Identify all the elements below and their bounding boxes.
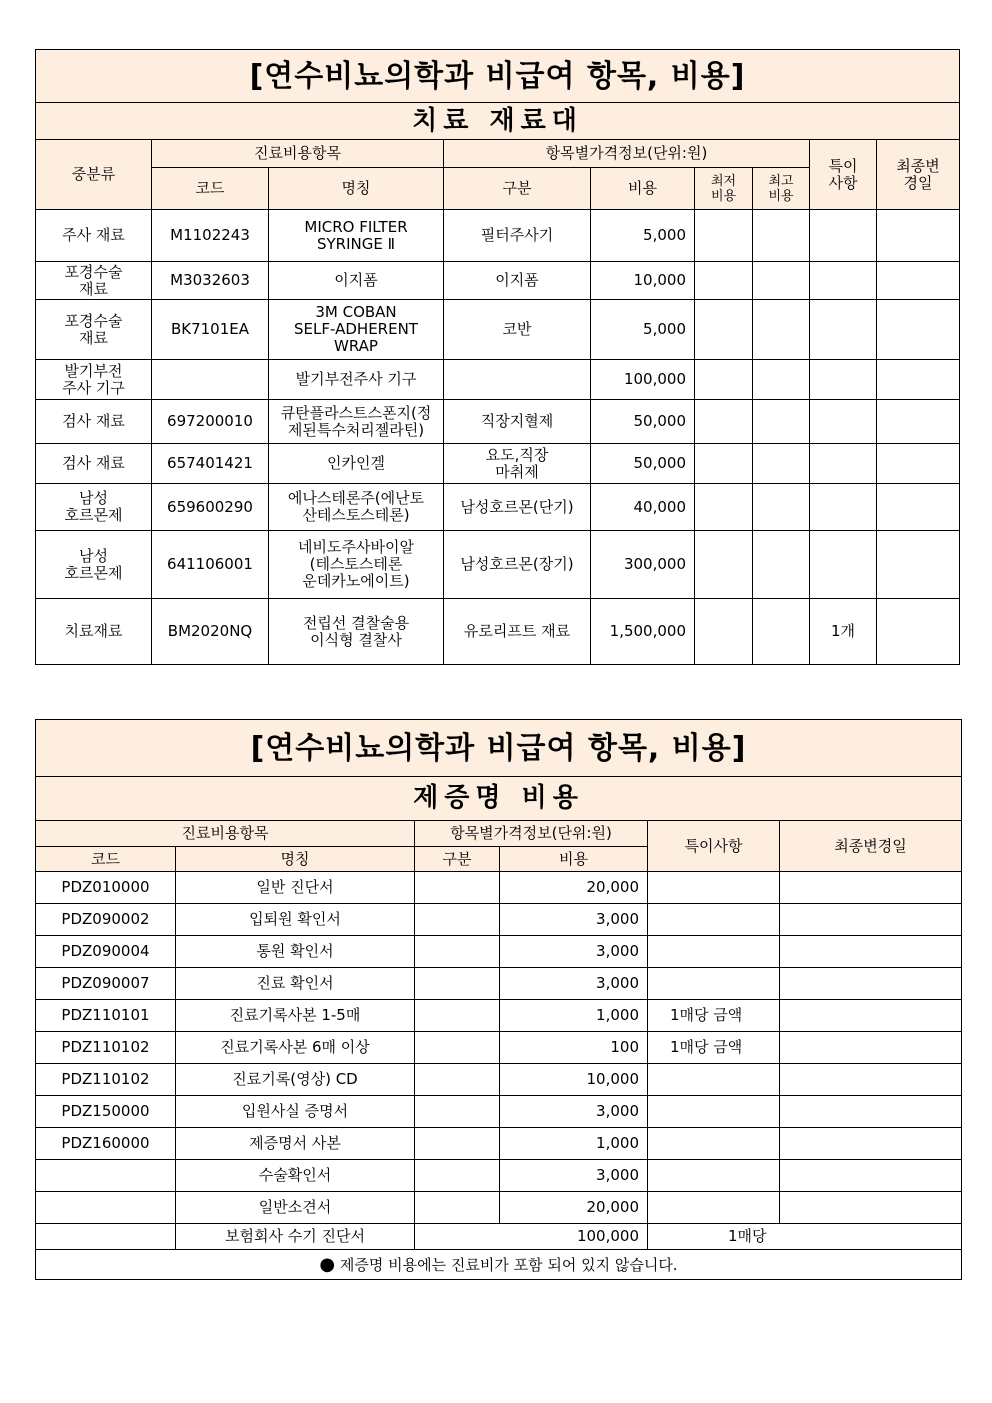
table-row bbox=[36, 360, 960, 400]
row-cost: 5,000 bbox=[591, 300, 695, 360]
row-cost: 1,500,000 bbox=[591, 599, 695, 665]
row-special bbox=[810, 300, 877, 360]
row-special bbox=[648, 968, 780, 1000]
row-last-changed bbox=[780, 968, 962, 1000]
row-name: 입원사실 증명서 bbox=[176, 1096, 415, 1128]
row-special bbox=[648, 936, 780, 968]
row-special bbox=[648, 1160, 780, 1192]
table-row bbox=[36, 262, 960, 300]
row-max-cost bbox=[753, 262, 810, 300]
row-cost: 3,000 bbox=[500, 1096, 648, 1128]
row-cost: 20,000 bbox=[500, 872, 648, 904]
row-min-cost bbox=[695, 484, 753, 531]
table-row bbox=[36, 400, 960, 444]
row-last-changed bbox=[877, 400, 960, 444]
row-special bbox=[648, 1128, 780, 1160]
row-category: 남성 호르몬제 bbox=[36, 484, 152, 531]
row-last-changed bbox=[780, 1000, 962, 1032]
row-name: 제증명서 사본 bbox=[176, 1128, 415, 1160]
row-type bbox=[415, 968, 500, 1000]
header-code: 코드 bbox=[36, 847, 176, 872]
note bbox=[36, 1250, 962, 1280]
header-cost: 비용 bbox=[500, 847, 648, 872]
row-type: 직장지혈제 bbox=[444, 400, 591, 444]
row-type: 유로리프트 재료 bbox=[444, 599, 591, 665]
row-type bbox=[415, 1064, 500, 1096]
row-min-cost bbox=[695, 300, 753, 360]
header-price-group: 항목별가격정보(단위:원) bbox=[444, 140, 810, 168]
header-cost: 비용 bbox=[591, 168, 695, 210]
row-type bbox=[415, 1096, 500, 1128]
row-type bbox=[415, 1192, 500, 1224]
row-type: 남성호르몬(단기) bbox=[444, 484, 591, 531]
row-last-changed bbox=[877, 599, 960, 665]
row-min-cost bbox=[695, 599, 753, 665]
row-min-cost bbox=[695, 400, 753, 444]
header-last-changed: 최종변경일 bbox=[780, 821, 962, 872]
row-category: 포경수술 재료 bbox=[36, 300, 152, 360]
row-code: 659600290 bbox=[152, 484, 269, 531]
row-type bbox=[415, 1160, 500, 1192]
row-min-cost bbox=[695, 262, 753, 300]
header-last-changed: 최종변 경일 bbox=[877, 140, 960, 210]
row-name: 인카인겔 bbox=[269, 444, 444, 484]
header-category: 중분류 bbox=[36, 140, 152, 210]
row-cost: 3,000 bbox=[500, 904, 648, 936]
row-name: 일반소견서 bbox=[176, 1192, 415, 1224]
row-type bbox=[415, 1000, 500, 1032]
row-min-cost bbox=[695, 531, 753, 599]
row-name: 전립선 결찰술용 이식형 결찰사 bbox=[269, 599, 444, 665]
row-name: 에나스테론주(에난토 산테스토스테론) bbox=[269, 484, 444, 531]
row-type: 요도,직장 마취제 bbox=[444, 444, 591, 484]
row-cost: 50,000 bbox=[591, 444, 695, 484]
table-row bbox=[36, 1000, 962, 1032]
bullet-icon: ● bbox=[319, 1253, 336, 1275]
row-cost: 50,000 bbox=[591, 400, 695, 444]
row-special bbox=[648, 1192, 780, 1224]
row-cost: 1,000 bbox=[500, 1000, 648, 1032]
row-code: 697200010 bbox=[152, 400, 269, 444]
table-row bbox=[36, 968, 962, 1000]
row-cost: 40,000 bbox=[591, 484, 695, 531]
row-code: M1102243 bbox=[152, 210, 269, 262]
row-cost: 300,000 bbox=[591, 531, 695, 599]
row-special bbox=[648, 1064, 780, 1096]
row-cost: 100 bbox=[500, 1032, 648, 1064]
table-row bbox=[36, 936, 962, 968]
row-last-changed bbox=[780, 1160, 962, 1192]
treatment-materials-table bbox=[35, 49, 960, 665]
insurance-row-special: 1매당 bbox=[648, 1224, 962, 1250]
row-cost: 1,000 bbox=[500, 1128, 648, 1160]
row-cost: 20,000 bbox=[500, 1192, 648, 1224]
row-last-changed bbox=[877, 484, 960, 531]
row-last-changed bbox=[877, 531, 960, 599]
row-type bbox=[415, 904, 500, 936]
row-special bbox=[810, 484, 877, 531]
table-row bbox=[36, 1032, 962, 1064]
table-row bbox=[36, 599, 960, 665]
row-max-cost bbox=[753, 444, 810, 484]
section1-subtitle: 치료 재료대 bbox=[36, 103, 960, 140]
header-type: 구분 bbox=[444, 168, 591, 210]
table-row bbox=[36, 210, 960, 262]
header-item-group: 진료비용항목 bbox=[36, 821, 415, 847]
row-special bbox=[648, 904, 780, 936]
row-code: PDZ090007 bbox=[36, 968, 176, 1000]
row-special bbox=[810, 210, 877, 262]
row-special: 1매당 금액 bbox=[648, 1032, 780, 1064]
table-row bbox=[36, 300, 960, 360]
section1-title: [연수비뇨의학과 비급여 항목, 비용] bbox=[36, 50, 960, 103]
row-last-changed bbox=[780, 904, 962, 936]
table-row bbox=[36, 904, 962, 936]
row-last-changed bbox=[877, 210, 960, 262]
row-max-cost bbox=[753, 484, 810, 531]
row-max-cost bbox=[753, 360, 810, 400]
row-max-cost bbox=[753, 599, 810, 665]
note-row bbox=[36, 1250, 962, 1280]
row-last-changed bbox=[780, 1096, 962, 1128]
row-min-cost bbox=[695, 210, 753, 262]
row-last-changed bbox=[877, 262, 960, 300]
row-code: PDZ110102 bbox=[36, 1032, 176, 1064]
row-code: BM2020NQ bbox=[152, 599, 269, 665]
header-min-cost: 최저 비용 bbox=[695, 168, 753, 210]
header-max-cost: 최고 비용 bbox=[753, 168, 810, 210]
row-name: 큐탄플라스트스폰지(정 제된특수처리젤라틴) bbox=[269, 400, 444, 444]
row-name: 네비도주사바이알 (테스토스테론 운데카노에이트) bbox=[269, 531, 444, 599]
row-code: PDZ160000 bbox=[36, 1128, 176, 1160]
section2-rows bbox=[36, 872, 962, 1224]
row-name: 이지폼 bbox=[269, 262, 444, 300]
row-last-changed bbox=[780, 1128, 962, 1160]
row-code: PDZ110102 bbox=[36, 1064, 176, 1096]
row-name: 3M COBAN SELF-ADHERENT WRAP bbox=[269, 300, 444, 360]
row-code: BK7101EA bbox=[152, 300, 269, 360]
table-row bbox=[36, 1160, 962, 1192]
table-row bbox=[36, 484, 960, 531]
row-last-changed bbox=[780, 1192, 962, 1224]
header-special: 특이 사항 bbox=[810, 140, 877, 210]
row-code: PDZ150000 bbox=[36, 1096, 176, 1128]
row-max-cost bbox=[753, 210, 810, 262]
row-code: PDZ110101 bbox=[36, 1000, 176, 1032]
section2-subtitle: 제증명 비용 bbox=[36, 777, 962, 821]
row-last-changed bbox=[780, 1064, 962, 1096]
table-row bbox=[36, 1096, 962, 1128]
row-code bbox=[152, 360, 269, 400]
row-type bbox=[415, 1128, 500, 1160]
row-category: 남성 호르몬제 bbox=[36, 531, 152, 599]
insurance-row-name: 보험회사 수기 진단서 bbox=[176, 1224, 415, 1250]
row-last-changed bbox=[877, 360, 960, 400]
row-name: 입퇴원 확인서 bbox=[176, 904, 415, 936]
row-special bbox=[810, 262, 877, 300]
header-price-group: 항목별가격정보(단위:원) bbox=[415, 821, 648, 847]
row-name: 진료기록사본 1-5매 bbox=[176, 1000, 415, 1032]
table-row bbox=[36, 444, 960, 484]
row-code: PDZ010000 bbox=[36, 872, 176, 904]
row-type: 이지폼 bbox=[444, 262, 591, 300]
row-last-changed bbox=[780, 1032, 962, 1064]
row-type bbox=[444, 360, 591, 400]
row-special bbox=[648, 872, 780, 904]
row-cost: 100,000 bbox=[591, 360, 695, 400]
row-type: 코반 bbox=[444, 300, 591, 360]
row-cost: 3,000 bbox=[500, 936, 648, 968]
row-special bbox=[810, 360, 877, 400]
header-code: 코드 bbox=[152, 168, 269, 210]
row-category: 포경수술 재료 bbox=[36, 262, 152, 300]
row-category: 발기부전 주사 기구 bbox=[36, 360, 152, 400]
certificate-fees-table bbox=[35, 719, 962, 1280]
row-last-changed bbox=[780, 936, 962, 968]
row-code: M3032603 bbox=[152, 262, 269, 300]
table-row bbox=[36, 1128, 962, 1160]
table-row bbox=[36, 531, 960, 599]
header-special: 특이사항 bbox=[648, 821, 780, 872]
header-name: 명칭 bbox=[176, 847, 415, 872]
row-max-cost bbox=[753, 400, 810, 444]
row-name: 수술확인서 bbox=[176, 1160, 415, 1192]
row-cost: 3,000 bbox=[500, 968, 648, 1000]
table-row bbox=[36, 1064, 962, 1096]
row-type: 필터주사기 bbox=[444, 210, 591, 262]
section1-rows bbox=[36, 210, 960, 665]
row-name: MICRO FILTER SYRINGE Ⅱ bbox=[269, 210, 444, 262]
row-category: 검사 재료 bbox=[36, 400, 152, 444]
row-type bbox=[415, 872, 500, 904]
header-name: 명칭 bbox=[269, 168, 444, 210]
row-special: 1매당 금액 bbox=[648, 1000, 780, 1032]
row-cost: 5,000 bbox=[591, 210, 695, 262]
row-min-cost bbox=[695, 444, 753, 484]
row-type bbox=[415, 936, 500, 968]
row-last-changed bbox=[877, 444, 960, 484]
row-name: 진료기록사본 6매 이상 bbox=[176, 1032, 415, 1064]
row-type: 남성호르몬(장기) bbox=[444, 531, 591, 599]
row-special bbox=[810, 531, 877, 599]
row-cost: 10,000 bbox=[500, 1064, 648, 1096]
row-code: 657401421 bbox=[152, 444, 269, 484]
row-name: 일반 진단서 bbox=[176, 872, 415, 904]
row-name: 진료 확인서 bbox=[176, 968, 415, 1000]
row-cost: 10,000 bbox=[591, 262, 695, 300]
row-name: 진료기록(영상) CD bbox=[176, 1064, 415, 1096]
row-max-cost bbox=[753, 531, 810, 599]
table-row bbox=[36, 872, 962, 904]
row-code: 641106001 bbox=[152, 531, 269, 599]
row-min-cost bbox=[695, 360, 753, 400]
row-code bbox=[36, 1192, 176, 1224]
row-max-cost bbox=[753, 300, 810, 360]
row-name: 발기부전주사 기구 bbox=[269, 360, 444, 400]
row-special bbox=[810, 444, 877, 484]
insurance-row-cost: 100,000 bbox=[415, 1224, 648, 1250]
row-special bbox=[810, 400, 877, 444]
row-code bbox=[36, 1160, 176, 1192]
row-special: 1개 bbox=[810, 599, 877, 665]
row-category: 치료재료 bbox=[36, 599, 152, 665]
table-row bbox=[36, 1224, 962, 1250]
row-name: 통원 확인서 bbox=[176, 936, 415, 968]
note-text: 제증명 비용에는 진료비가 포함 되어 있지 않습니다. bbox=[339, 1255, 678, 1274]
row-category: 검사 재료 bbox=[36, 444, 152, 484]
row-special bbox=[648, 1096, 780, 1128]
header-type: 구분 bbox=[415, 847, 500, 872]
section2-title: [연수비뇨의학과 비급여 항목, 비용] bbox=[36, 720, 962, 777]
row-last-changed bbox=[780, 872, 962, 904]
table-row bbox=[36, 1192, 962, 1224]
row-code: PDZ090004 bbox=[36, 936, 176, 968]
row-type bbox=[415, 1032, 500, 1064]
row-cost: 3,000 bbox=[500, 1160, 648, 1192]
row-code: PDZ090002 bbox=[36, 904, 176, 936]
row-last-changed bbox=[877, 300, 960, 360]
row-category: 주사 재료 bbox=[36, 210, 152, 262]
header-item-group: 진료비용항목 bbox=[152, 140, 444, 168]
